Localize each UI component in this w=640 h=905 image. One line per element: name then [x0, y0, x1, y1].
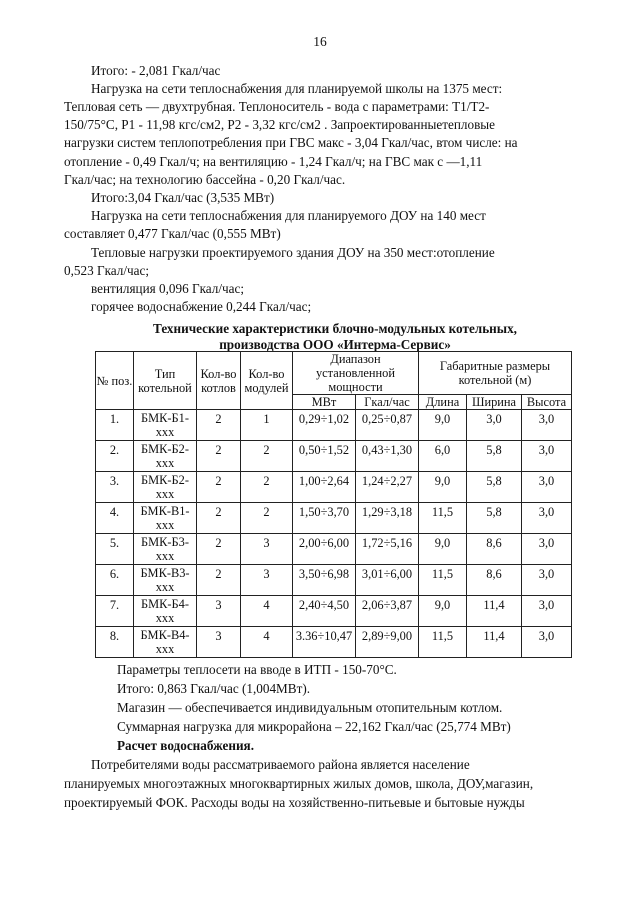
table-cell-boilers: 3 — [197, 627, 241, 658]
table-cell-len: 9,0 — [419, 534, 467, 565]
table-cell-wid: 5,8 — [467, 503, 522, 534]
table-cell-gcal: 2,89÷9,00 — [356, 627, 419, 658]
table-cell-len: 11,5 — [419, 565, 467, 596]
header-cell: МВт — [293, 395, 356, 410]
table-cell-no: 2. — [96, 441, 134, 472]
header-cell: Кол-во модулей — [241, 352, 293, 410]
table-cell-hgt: 3,0 — [522, 565, 572, 596]
paragraph-line: Параметры теплосети на вводе в ИТП - 150-70°С. — [117, 662, 397, 677]
table-cell-modules: 2 — [241, 503, 293, 534]
table-cell-hgt: 3,0 — [522, 503, 572, 534]
paragraph-line: вентиляция 0,096 Гкал/час; — [91, 281, 245, 296]
paragraph-line: отопление - 0,49 Гкал/ч; на вентиляцию - 1,24 Гкал/ч; на ГВС мак с —1,11 — [64, 154, 483, 169]
table-cell-type: БМК-Б2-xxx — [134, 441, 197, 472]
table-row — [96, 410, 572, 441]
table-cell-wid: 11,4 — [467, 596, 522, 627]
table-cell-no: 4. — [96, 503, 134, 534]
table-cell-modules: 3 — [241, 565, 293, 596]
table-cell-mw: 1,50÷3,70 — [293, 503, 356, 534]
table-cell-wid: 8,6 — [467, 534, 522, 565]
table-row — [96, 441, 572, 472]
table-cell-modules: 4 — [241, 596, 293, 627]
table-cell-boilers: 2 — [197, 503, 241, 534]
paragraph-line: планируемых многоэтажных многоквартирных жилых домов, школа, ДОУ,магазин, — [64, 776, 534, 791]
table-cell-len: 9,0 — [419, 596, 467, 627]
table-cell-boilers: 2 — [197, 410, 241, 441]
paragraph-line: 150/75°С, Р1 - 11,98 кгс/см2, Р2 - 3,32 кгс/см2 . Запроектированныетепловые — [64, 117, 496, 132]
table-cell-no: 6. — [96, 565, 134, 596]
table-row — [96, 596, 572, 627]
total-line: Итого: 0,863 Гкал/час (1,004МВт). — [117, 681, 311, 696]
table-cell-boilers: 2 — [197, 472, 241, 503]
table-cell-mw: 2,00÷6,00 — [293, 534, 356, 565]
paragraph-line: Нагрузка на сети теплоснабжения для планируемой школы на 1375 мест: — [91, 81, 503, 96]
table-cell-mw: 3.36÷10,47 — [293, 627, 356, 658]
paragraph-line: составляет 0,477 Гкал/час (0,555 МВт) — [64, 226, 281, 241]
table-cell-mw: 2,40÷4,50 — [293, 596, 356, 627]
table-cell-len: 11,5 — [419, 503, 467, 534]
header-cell: № поз. — [96, 352, 134, 410]
table-cell-mw: 0,50÷1,52 — [293, 441, 356, 472]
table-cell-wid: 5,8 — [467, 472, 522, 503]
table-cell-type: БМК-В4-xxx — [134, 627, 197, 658]
header-cell: Ширина — [467, 395, 522, 410]
table-cell-no: 7. — [96, 596, 134, 627]
table-cell-hgt: 3,0 — [522, 441, 572, 472]
table-cell-no: 8. — [96, 627, 134, 658]
paragraph-line: Гкал/час; на технологию бассейна - 0,20 Гкал/час. — [64, 172, 346, 187]
table-cell-modules: 1 — [241, 410, 293, 441]
table-title: Технические характеристики блочно-модульных котельных, — [153, 321, 517, 336]
table-cell-type: БМК-В1-xxx — [134, 503, 197, 534]
header-cell: Высота — [522, 395, 572, 410]
table-cell-mw: 1,00÷2,64 — [293, 472, 356, 503]
table-cell-hgt: 3,0 — [522, 534, 572, 565]
table-row — [96, 472, 572, 503]
table-cell-wid: 5,8 — [467, 441, 522, 472]
paragraph-line: Потребителями воды рассматриваемого района является население — [91, 757, 470, 772]
table-cell-mw: 3,50÷6,98 — [293, 565, 356, 596]
table-cell-len: 9,0 — [419, 410, 467, 441]
header-cell: Диапазон установленной мощности — [293, 352, 419, 395]
table-title: производства ООО «Интерма-Сервис» — [219, 337, 451, 352]
table-cell-wid: 3,0 — [467, 410, 522, 441]
table-cell-no: 3. — [96, 472, 134, 503]
table-cell-gcal: 0,43÷1,30 — [356, 441, 419, 472]
table-cell-gcal: 1,29÷3,18 — [356, 503, 419, 534]
table-cell-mw: 0,29÷1,02 — [293, 410, 356, 441]
table-cell-hgt: 3,0 — [522, 627, 572, 658]
table-cell-modules: 2 — [241, 441, 293, 472]
table-cell-boilers: 2 — [197, 441, 241, 472]
table-cell-hgt: 3,0 — [522, 410, 572, 441]
table-cell-gcal: 1,72÷5,16 — [356, 534, 419, 565]
table-cell-wid: 11,4 — [467, 627, 522, 658]
table-cell-boilers: 2 — [197, 565, 241, 596]
table-cell-no: 1. — [96, 410, 134, 441]
paragraph-line: Тепловые нагрузки проектируемого здания ДОУ на 350 мест:отопление — [91, 245, 495, 260]
header-cell: Тип котельной — [134, 352, 197, 410]
paragraph-line: Тепловая сеть — двухтрубная. Теплоноситель - вода с параметрами: Т1/Т2- — [64, 99, 490, 114]
table-cell-gcal: 1,24÷2,27 — [356, 472, 419, 503]
header-cell: Гкал/час — [356, 395, 419, 410]
paragraph-line: проектируемый ФОК. Расходы воды на хозяйственно-питьевые и бытовые нужды — [64, 795, 525, 810]
table-cell-type: БМК-В3-xxx — [134, 565, 197, 596]
table-cell-gcal: 2,06÷3,87 — [356, 596, 419, 627]
boiler-table — [95, 351, 572, 658]
table-cell-len: 9,0 — [419, 472, 467, 503]
table-cell-type: БМК-Б4-xxx — [134, 596, 197, 627]
table-cell-no: 5. — [96, 534, 134, 565]
paragraph-line: Суммарная нагрузка для микрорайона – 22,162 Гкал/час (25,774 МВт) — [117, 719, 511, 734]
table-cell-modules: 2 — [241, 472, 293, 503]
total-line: Итого:3,04 Гкал/час (3,535 МВт) — [91, 190, 275, 205]
table-row — [96, 534, 572, 565]
table-cell-len: 11,5 — [419, 627, 467, 658]
table-row — [96, 503, 572, 534]
header-cell: Кол-во котлов — [197, 352, 241, 410]
table-cell-type: БМК-Б1-xxx — [134, 410, 197, 441]
section-heading: Расчет водоснабжения. — [117, 738, 254, 753]
table-cell-hgt: 3,0 — [522, 596, 572, 627]
table-cell-type: БМК-Б3-xxx — [134, 534, 197, 565]
table-row — [96, 627, 572, 658]
paragraph-line: нагрузки систем теплопотребления при ГВС макс - 3,04 Гкал/час, втом числе: на — [64, 135, 518, 150]
header-cell: Габаритные размеры котельной (м) — [419, 352, 572, 395]
table-cell-type: БМК-Б2-xxx — [134, 472, 197, 503]
table-row — [96, 565, 572, 596]
paragraph-line: 0,523 Гкал/час; — [64, 263, 150, 278]
paragraph-line: горячее водоснабжение 0,244 Гкал/час; — [91, 299, 312, 314]
page-number: 16 — [313, 34, 327, 49]
table-cell-modules: 4 — [241, 627, 293, 658]
table-cell-len: 6,0 — [419, 441, 467, 472]
table-cell-boilers: 2 — [197, 534, 241, 565]
table-cell-hgt: 3,0 — [522, 472, 572, 503]
table-cell-modules: 3 — [241, 534, 293, 565]
header-cell: Длина — [419, 395, 467, 410]
table-cell-gcal: 3,01÷6,00 — [356, 565, 419, 596]
table-cell-wid: 8,6 — [467, 565, 522, 596]
table-cell-boilers: 3 — [197, 596, 241, 627]
table-cell-gcal: 0,25÷0,87 — [356, 410, 419, 441]
paragraph-line: Магазин — обеспечивается индивидуальным отопительным котлом. — [117, 700, 503, 715]
total-line: Итого: - 2,081 Гкал/час — [91, 63, 221, 78]
paragraph-line: Нагрузка на сети теплоснабжения для планируемого ДОУ на 140 мест — [91, 208, 486, 223]
